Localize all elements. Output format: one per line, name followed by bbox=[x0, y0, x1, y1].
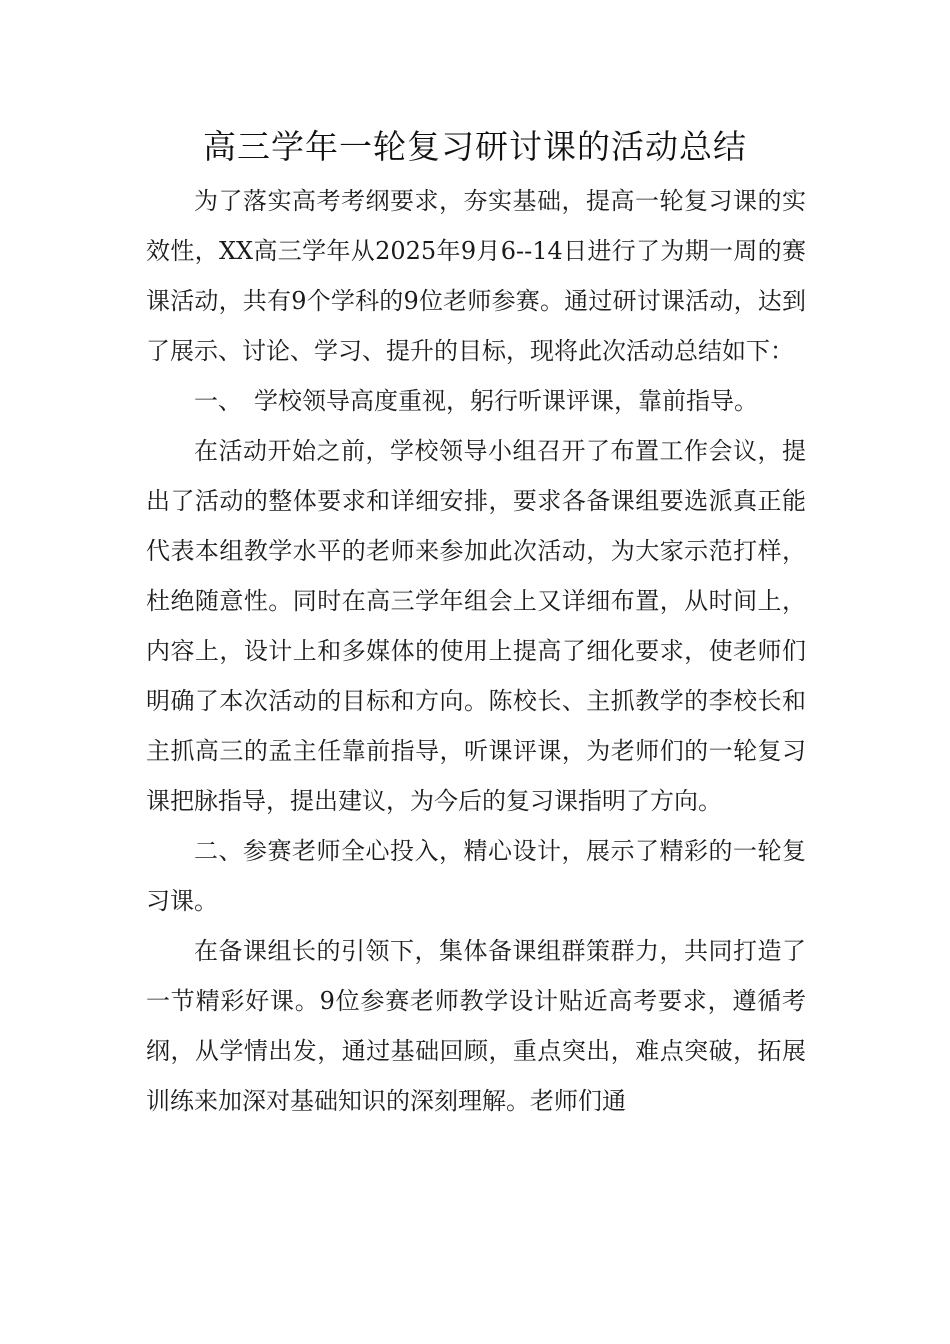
section-heading-2: 二、参赛老师全心投入，精心设计，展示了精彩的一轮复习课。 bbox=[146, 837, 806, 915]
paragraph-section-1: 在活动开始之前，学校领导小组召开了布置工作会议，提出了活动的整体要求和详细安排，要求各备课组要选派真正能代表本组教学水平的老师来参加此次活动，为大家示范打样，杜绝随意性。同时在高三学年组会上又详细布置，从时间上，内容上，设计上和多媒体的使用上提高了细化要求，使老师们明确了本次活动的目标和方向。陈校长、主抓教学的李校长和主抓高三的孟主任靠前指导，听课评课，为老师们的一轮复习课把脉指导，提出建议，为今后的复习课指明了方向。 bbox=[146, 437, 806, 815]
paragraph-intro: 为了落实高考考纲要求，夯实基础，提高一轮复习课的实效性，XX高三学年从2025年9月6--14日进行了为期一周的赛课活动，共有9个学科的9位老师参赛。通过研讨课活动，达到了展示、讨论、学习、提升的目标，现将此次活动总结如下： bbox=[146, 187, 806, 365]
paragraph-section-2: 在备课组长的引领下，集体备课组群策群力，共同打造了一节精彩好课。9位参赛老师教学设计贴近高考要求，遵循考纲，从学情出发，通过基础回顾，重点突出，难点突破，拓展训练来加深对基础知识的深刻理解。老师们通 bbox=[146, 937, 806, 1115]
section-heading-1: 一、 学校领导高度重视，躬行听课评课，靠前指导。 bbox=[194, 387, 758, 415]
document-title: 高三学年一轮复习研讨课的活动总结 bbox=[203, 127, 747, 166]
document-body bbox=[146, 176, 806, 1126]
